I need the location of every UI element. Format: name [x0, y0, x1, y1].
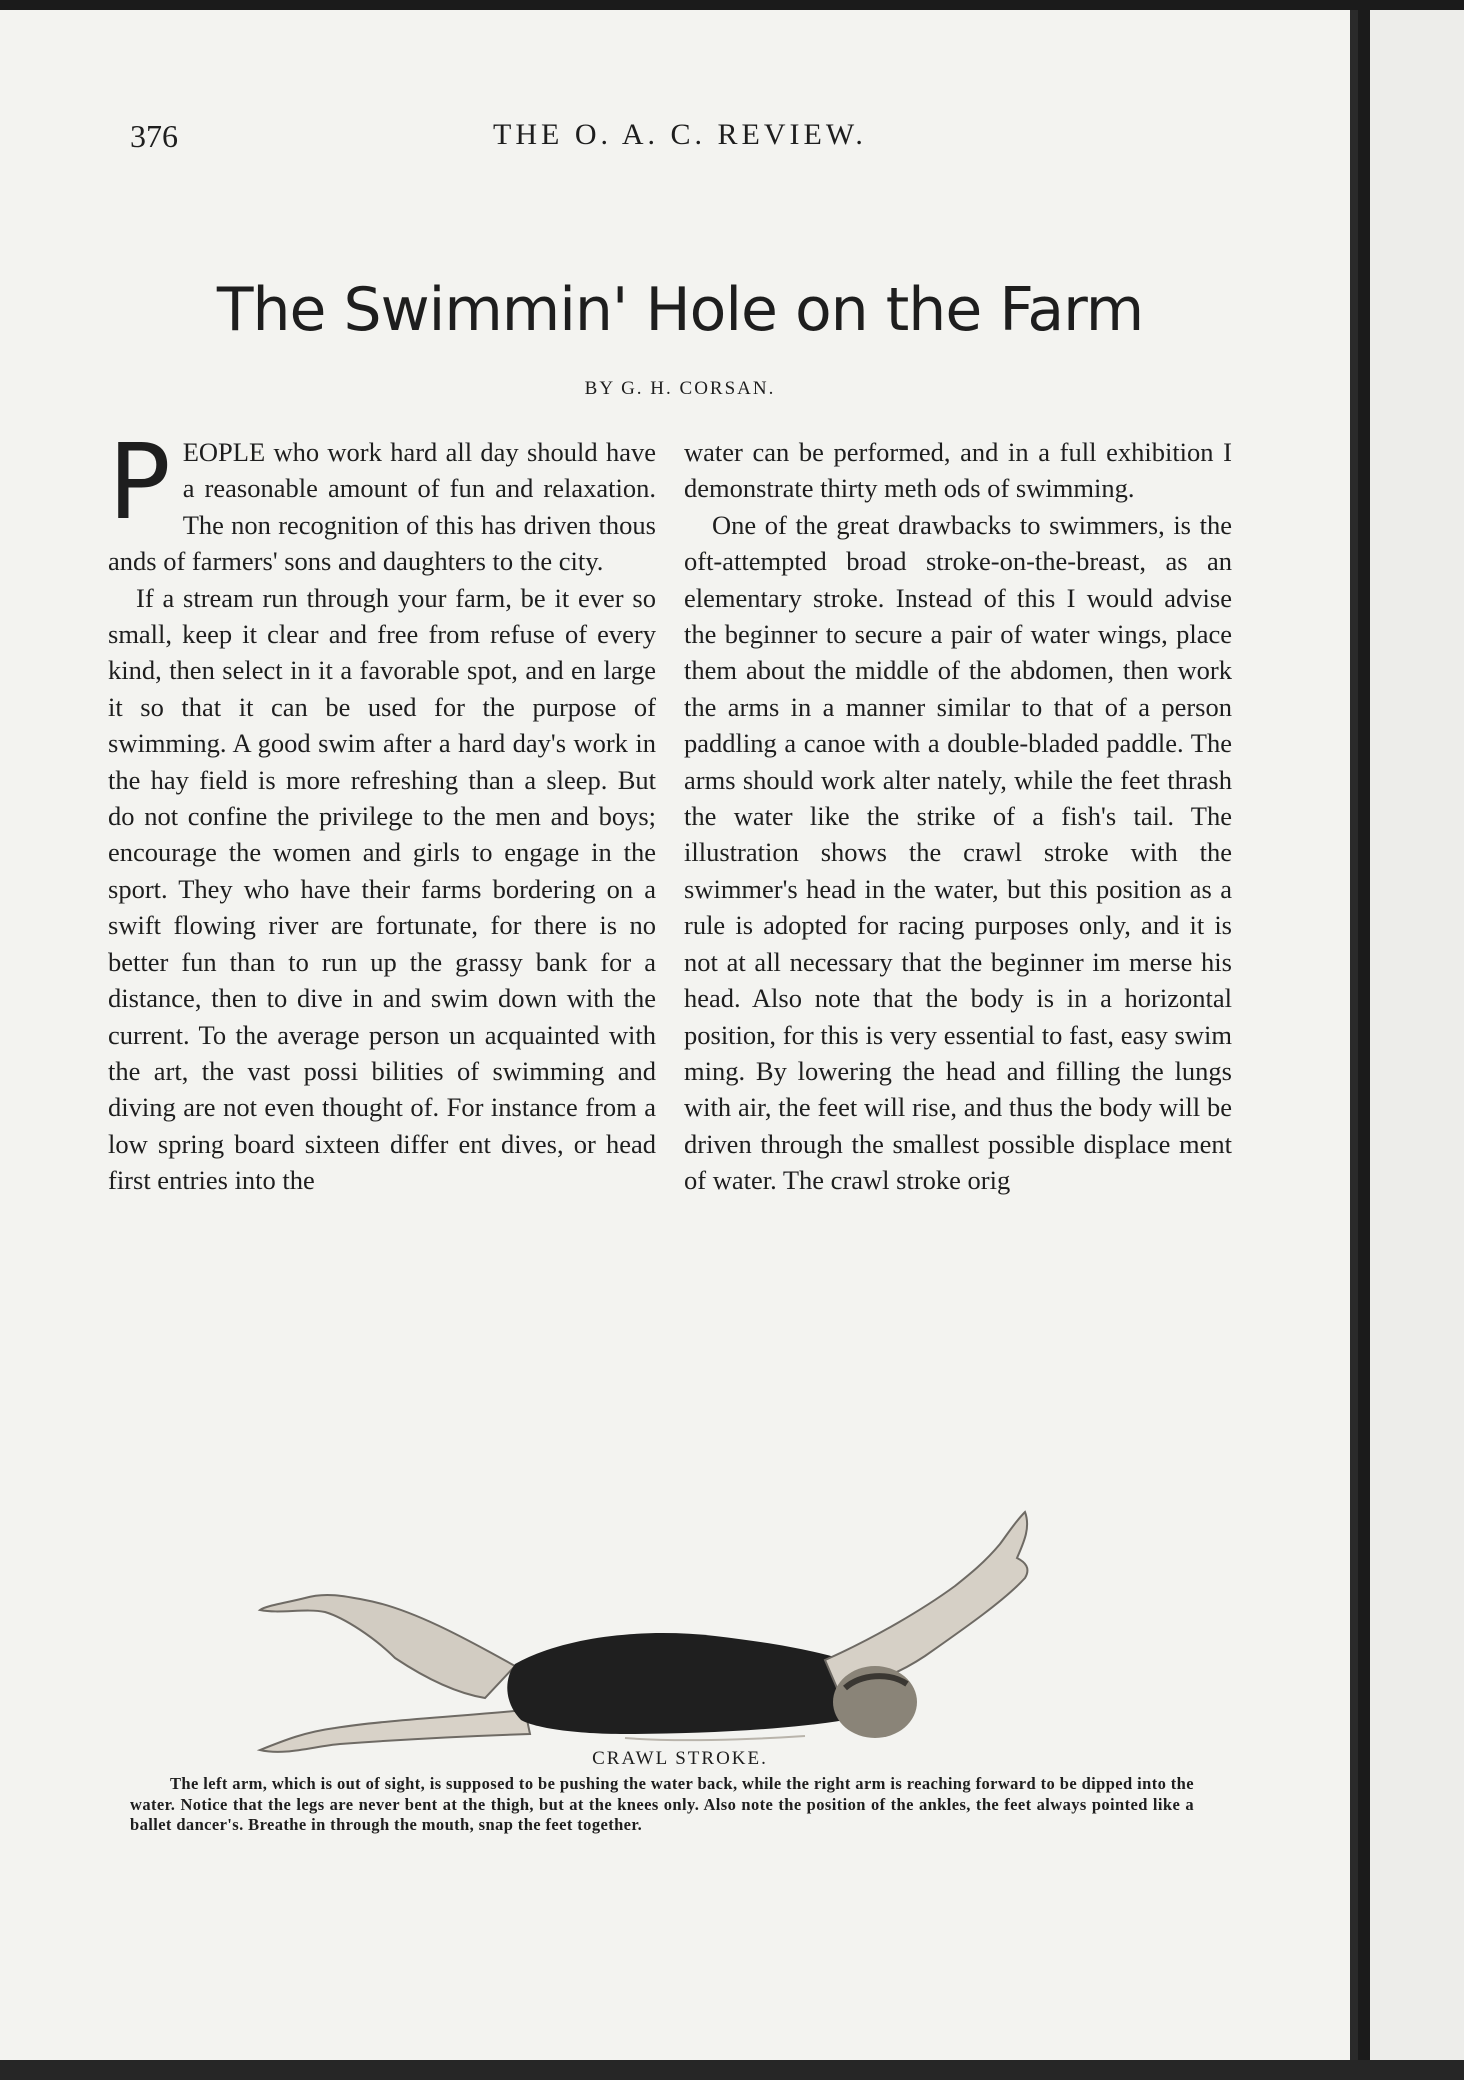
figure-caption-title: CRAWL STROKE.	[592, 1748, 768, 1769]
right-column	[684, 434, 1232, 1199]
swimmer-upper-leg	[260, 1595, 515, 1698]
swimmer-right-arm	[825, 1512, 1027, 1688]
paragraph: water can be performed, and in a full exhibition I demonstrate thirty meth ods of swimming.	[684, 437, 1232, 504]
byline: BY G. H. CORSAN.	[584, 378, 776, 399]
figure-caption: The left arm, which is out of sight, is supposed to be pushing the water back, while the right arm is reaching forward to be dipped into the water. Notice that the legs are never bent at the thigh, but at the knees only. Also note the position of the ankles, the feet always pointed like a ballet dancer's. Breathe in through the mouth, snap the feet together.	[130, 1774, 1194, 1834]
drop-cap: P	[108, 421, 171, 543]
running-header	[130, 118, 1230, 168]
swimmer-torso	[507, 1633, 860, 1734]
paragraph	[108, 421, 656, 580]
scan-bottom-edge	[0, 2060, 1464, 2080]
journal-title: THE O. A. C. REVIEW.	[493, 118, 867, 151]
paragraph: If a stream run through your farm, be it ever so small, keep it clear and free from refuse of every kind, then select in it a favorable spot, and en large it so that it can be used for the purpose of swimming. A good swim after a hard day's work in the hay field is more refreshing than a sleep. But do not confine the privilege to the men and boys; encourage the women and girls to engage in the sport. They who have their farms bordering on a swift flowing river are fortunate, for there is no better fun than to run up the grassy bank for a distance, then to dive in and swim down with the current. To the average person un acquainted with the art, the vast possi bilities of swimming and diving are not even thought of. For instance from a low spring board sixteen differ ent dives, or head first entries into the	[108, 582, 656, 1196]
crawl-stroke-photo	[225, 1488, 1155, 1768]
left-column	[108, 421, 656, 1199]
article-title: The Swimmin' Hole on the Farm	[216, 275, 1144, 345]
adjacent-page-edge	[1370, 10, 1464, 2080]
swimmer-lower-leg	[260, 1710, 530, 1752]
page-number: 376	[130, 118, 178, 154]
swimmer-illustration	[225, 1488, 1155, 1768]
paragraph-text: EOPLE who work hard all day should have a reasonable amount of fun and relaxation. The non recognition of this has driven thous ands of farmers' sons and daughters to the city.	[108, 437, 656, 577]
paragraph: One of the great drawbacks to swimmers, is the oft-attempted broad stroke-on-the-breast, as an elementary stroke. Instead of this I would advise the beginner to secure a pair of water wings, place them about the middle of the abdomen, then work the arms in a manner similar to that of a person paddling a canoe with a double-bladed paddle. The arms should work alter nately, while the feet thrash the water like the strike of a fish's tail. The illustration shows the crawl stroke with the swimmer's head in the water, but this position as a rule is adopted for racing purposes only, and it is not at all necessary that the beginner im merse his head. Also note that the body is in a horizontal position, for this is very essential to fast, easy swim ming. By lowering the head and filling the lungs with air, the feet will rise, and thus the body will be driven through the smallest possible displace ment of water. The crawl stroke orig	[684, 509, 1232, 1196]
